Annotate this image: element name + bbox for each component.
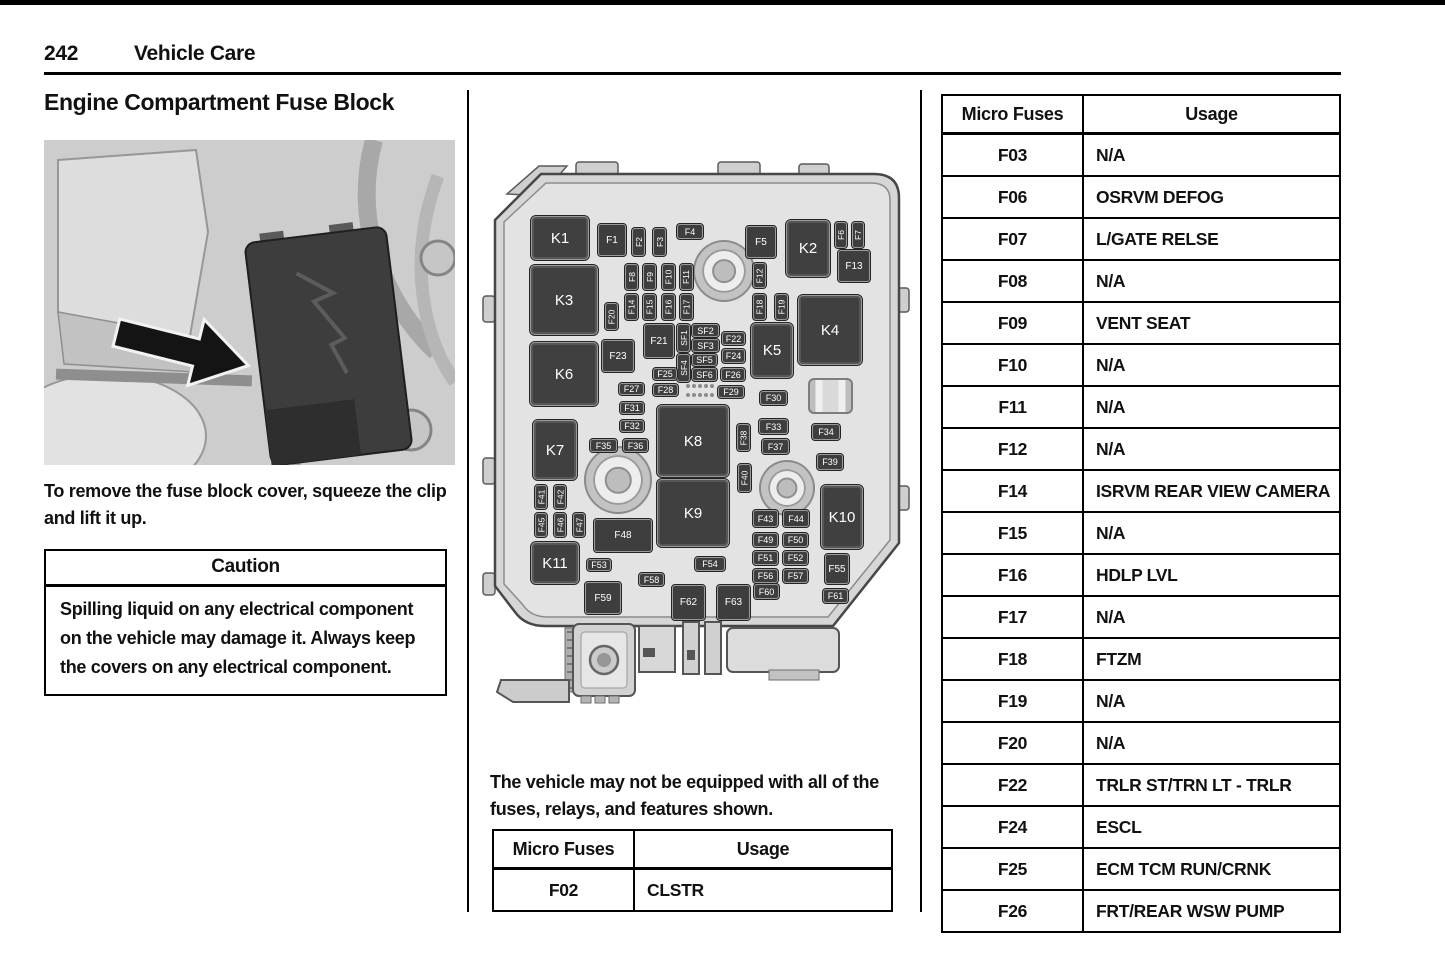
micro-fuse-table-main	[941, 94, 1341, 933]
fuse-id-cell: F26	[942, 890, 1083, 932]
fuse-f34: F34	[812, 424, 840, 440]
fuse-id-cell: F17	[942, 596, 1083, 638]
fuse-f31: F31	[620, 402, 644, 414]
relay-k10: K10	[821, 485, 863, 549]
fuse-id-cell: F19	[942, 680, 1083, 722]
terminal-dot	[692, 384, 696, 388]
column-divider-right	[920, 90, 922, 912]
relay-k2: K2	[786, 220, 830, 277]
fuse-id-cell: F06	[942, 176, 1083, 218]
fuse-id-cell: F08	[942, 260, 1083, 302]
table-row	[493, 869, 892, 912]
usage-cell: L/GATE RELSE	[1083, 218, 1340, 260]
fuse-f57: F57	[783, 569, 808, 583]
fuse-f63: F63	[717, 585, 750, 620]
fuse-f4: F4	[677, 224, 703, 239]
table-row	[942, 596, 1340, 638]
usage-cell: TRLR ST/TRN LT - TRLR	[1083, 764, 1340, 806]
fuse-f55: F55	[825, 554, 849, 584]
relay-k4: K4	[798, 295, 862, 365]
bottom-connector-foot	[769, 670, 819, 680]
fuse-f29: F29	[718, 386, 744, 398]
fuse-f38: F38	[737, 424, 750, 451]
fuse-f45: F45	[535, 513, 547, 537]
bracket-tooth	[581, 696, 591, 703]
fuse-f51: F51	[753, 551, 778, 565]
table-row	[942, 386, 1340, 428]
page-title: Engine Compartment Fuse Block	[44, 89, 395, 115]
fuse-f46: F46	[554, 513, 566, 537]
fuse-f24: F24	[722, 349, 745, 363]
caution-box	[44, 549, 447, 696]
relay-k3: K3	[530, 265, 598, 335]
connector-slot	[643, 648, 655, 657]
fuse-sf2: SF2	[692, 324, 719, 337]
relay-cylinder	[808, 378, 853, 414]
table-row	[942, 134, 1340, 177]
fuse-id-cell: F07	[942, 218, 1083, 260]
fuse-f15: F15	[643, 294, 656, 320]
fuse-f1: F1	[598, 224, 626, 256]
table-row	[942, 512, 1340, 554]
fuse-f32: F32	[620, 420, 644, 432]
usage-cell: N/A	[1083, 134, 1340, 177]
relay-k11: K11	[531, 542, 579, 584]
table-header-row	[493, 830, 892, 869]
terminal-dot	[698, 393, 702, 397]
terminal-dot	[686, 384, 690, 388]
fuse-f9: F9	[643, 264, 656, 290]
table-row	[942, 260, 1340, 302]
fuse-f2: F2	[632, 228, 645, 256]
usage-cell: OSRVM DEFOG	[1083, 176, 1340, 218]
fuse-f53: F53	[587, 559, 611, 571]
fuse-id-cell: F25	[942, 848, 1083, 890]
scan-edge-bar	[0, 0, 1445, 5]
usage-cell: FRT/REAR WSW PUMP	[1083, 890, 1340, 932]
fuse-f48: F48	[594, 519, 652, 552]
usage-cell: N/A	[1083, 596, 1340, 638]
fuse-f11: F11	[680, 264, 693, 290]
relay-k9: K9	[657, 479, 729, 547]
fuse-f52: F52	[783, 551, 808, 565]
mounting-bolt	[761, 462, 813, 514]
usage-cell: N/A	[1083, 428, 1340, 470]
caution-title: Caution	[46, 551, 445, 587]
bracket-bolt-core	[597, 653, 611, 667]
column-header: Usage	[1083, 95, 1340, 134]
bracket-hook	[497, 680, 569, 702]
fuse-f25: F25	[653, 368, 677, 380]
fuse-sf3: SF3	[692, 339, 719, 352]
fuse-f36: F36	[623, 439, 648, 452]
fuse-f28: F28	[653, 384, 678, 396]
fuse-f56: F56	[753, 569, 778, 583]
fuse-sf5: SF5	[692, 354, 717, 366]
fuse-f17: F17	[680, 294, 693, 320]
column-header: Micro Fuses	[942, 95, 1083, 134]
equipment-note: The vehicle may not be equipped with all of the fuses, relays, and features shown.	[490, 772, 879, 819]
fuse-block-cover	[243, 218, 412, 465]
fuse-f3: F3	[653, 228, 666, 256]
table-row	[942, 680, 1340, 722]
fuse-f14: F14	[625, 294, 638, 320]
caution-body: Spilling liquid on any electrical component on the vehicle may damage it. Always keep the covers on any electrical component.	[60, 599, 416, 677]
remove-cover-paragraph: To remove the fuse block cover, squeeze the clip and lift it up.	[44, 481, 447, 528]
table-row	[942, 848, 1340, 890]
table-row	[942, 428, 1340, 470]
usage-cell: N/A	[1083, 344, 1340, 386]
fuse-f20: F20	[605, 303, 618, 330]
fuse-f21: F21	[644, 324, 674, 358]
table-row	[942, 890, 1340, 932]
fuse-f30: F30	[760, 391, 787, 405]
table-row	[942, 344, 1340, 386]
fuse-f37: F37	[762, 439, 789, 454]
fuse-id-cell: F14	[942, 470, 1083, 512]
battery-cover-shape	[58, 150, 208, 342]
fuse-f18: F18	[753, 294, 766, 320]
usage-cell: FTZM	[1083, 638, 1340, 680]
fuse-f44: F44	[783, 510, 809, 527]
mounting-bolt	[695, 242, 753, 300]
fuse-f49: F49	[753, 533, 778, 547]
table-row	[942, 764, 1340, 806]
fuse-sf4: SF4	[677, 354, 690, 382]
bracket-tooth	[609, 696, 619, 703]
fuse-f41: F41	[535, 485, 547, 509]
fuse-f22: F22	[722, 332, 745, 345]
fuse-f60: F60	[754, 584, 779, 599]
bracket-tooth	[595, 696, 605, 703]
table-header-row	[942, 95, 1340, 134]
fuse-id-cell: F03	[942, 134, 1083, 177]
bolt-shape	[421, 241, 455, 275]
fuse-f33: F33	[759, 419, 788, 434]
fuse-f40: F40	[738, 464, 751, 492]
fuse-f43: F43	[753, 510, 778, 527]
column-divider-left	[467, 90, 469, 912]
fuse-sf6: SF6	[692, 368, 717, 381]
fuse-f62: F62	[672, 585, 705, 620]
relay-k1: K1	[531, 216, 589, 260]
relay-k6: K6	[530, 342, 598, 406]
fuse-f26: F26	[721, 368, 745, 381]
terminal-dot	[704, 384, 708, 388]
column-header: Micro Fuses	[493, 830, 634, 869]
terminal-dots	[685, 383, 717, 398]
micro-fuse-table-small	[492, 829, 893, 912]
table-row	[942, 722, 1340, 764]
fuse-f54: F54	[695, 557, 725, 571]
header-rule	[44, 72, 1341, 75]
mounting-bolt	[586, 448, 650, 512]
relay-k5: K5	[751, 323, 793, 378]
terminal-dot	[686, 393, 690, 397]
usage-cell: ESCL	[1083, 806, 1340, 848]
fuse-f8: F8	[625, 264, 638, 290]
fuse-f61: F61	[823, 589, 848, 603]
usage-cell: ECM TCM RUN/CRNK	[1083, 848, 1340, 890]
fuse-f35: F35	[590, 439, 617, 452]
terminal-dot	[710, 393, 714, 397]
usage-cell: ISRVM REAR VIEW CAMERA	[1083, 470, 1340, 512]
table-row	[942, 554, 1340, 596]
fuse-f59: F59	[585, 582, 621, 614]
fuse-f12: F12	[753, 263, 766, 288]
fuse-f16: F16	[662, 294, 675, 320]
fuse-block-diagram	[481, 158, 911, 710]
table-row	[942, 218, 1340, 260]
usage-cell: N/A	[1083, 680, 1340, 722]
fuse-f19: F19	[775, 294, 788, 320]
fuse-f13: F13	[838, 250, 870, 282]
fuse-f7: F7	[852, 222, 864, 248]
bottom-connector	[727, 628, 839, 672]
terminal-dot	[692, 393, 696, 397]
terminal-dot	[698, 384, 702, 388]
fuse-f47: F47	[573, 513, 585, 537]
usage-cell: VENT SEAT	[1083, 302, 1340, 344]
fuse-id-cell: F18	[942, 638, 1083, 680]
usage-cell: N/A	[1083, 386, 1340, 428]
fuse-id-cell: F16	[942, 554, 1083, 596]
fuse-id-cell: F20	[942, 722, 1083, 764]
fuse-f42: F42	[554, 485, 566, 509]
table-row	[942, 470, 1340, 512]
fuse-id-cell: F09	[942, 302, 1083, 344]
fuse-sf1: SF1	[677, 324, 690, 352]
usage-cell: CLSTR	[634, 869, 892, 912]
terminal-dot	[710, 384, 714, 388]
fuse-f10: F10	[662, 264, 675, 290]
relay-k7: K7	[533, 420, 577, 480]
table-row	[942, 176, 1340, 218]
fuse-f27: F27	[619, 383, 644, 395]
bottom-connector	[705, 622, 721, 674]
fuse-id-cell: F11	[942, 386, 1083, 428]
fuse-id-cell: F24	[942, 806, 1083, 848]
usage-cell: HDLP LVL	[1083, 554, 1340, 596]
fuse-id-cell: F10	[942, 344, 1083, 386]
usage-cell: N/A	[1083, 260, 1340, 302]
fuse-f50: F50	[783, 533, 808, 547]
fuse-f58: F58	[639, 573, 664, 586]
fuse-id-cell: F02	[493, 869, 634, 912]
fuse-id-cell: F12	[942, 428, 1083, 470]
usage-cell: N/A	[1083, 512, 1340, 554]
connector-slot	[687, 650, 695, 660]
column-header: Usage	[634, 830, 892, 869]
table-row	[942, 302, 1340, 344]
table-row	[942, 638, 1340, 680]
page-number: 242	[44, 42, 79, 65]
bottom-connector	[683, 622, 699, 674]
engine-compartment-photo	[44, 140, 455, 465]
relay-k8: K8	[657, 405, 729, 477]
fuse-id-cell: F22	[942, 764, 1083, 806]
fuse-f5: F5	[746, 226, 776, 258]
terminal-dot	[704, 393, 708, 397]
fuse-f6: F6	[835, 222, 847, 248]
fuse-f23: F23	[602, 340, 634, 372]
fuse-id-cell: F15	[942, 512, 1083, 554]
fuse-f39: F39	[817, 454, 843, 470]
table-row	[942, 806, 1340, 848]
section-title: Vehicle Care	[134, 42, 256, 65]
usage-cell: N/A	[1083, 722, 1340, 764]
